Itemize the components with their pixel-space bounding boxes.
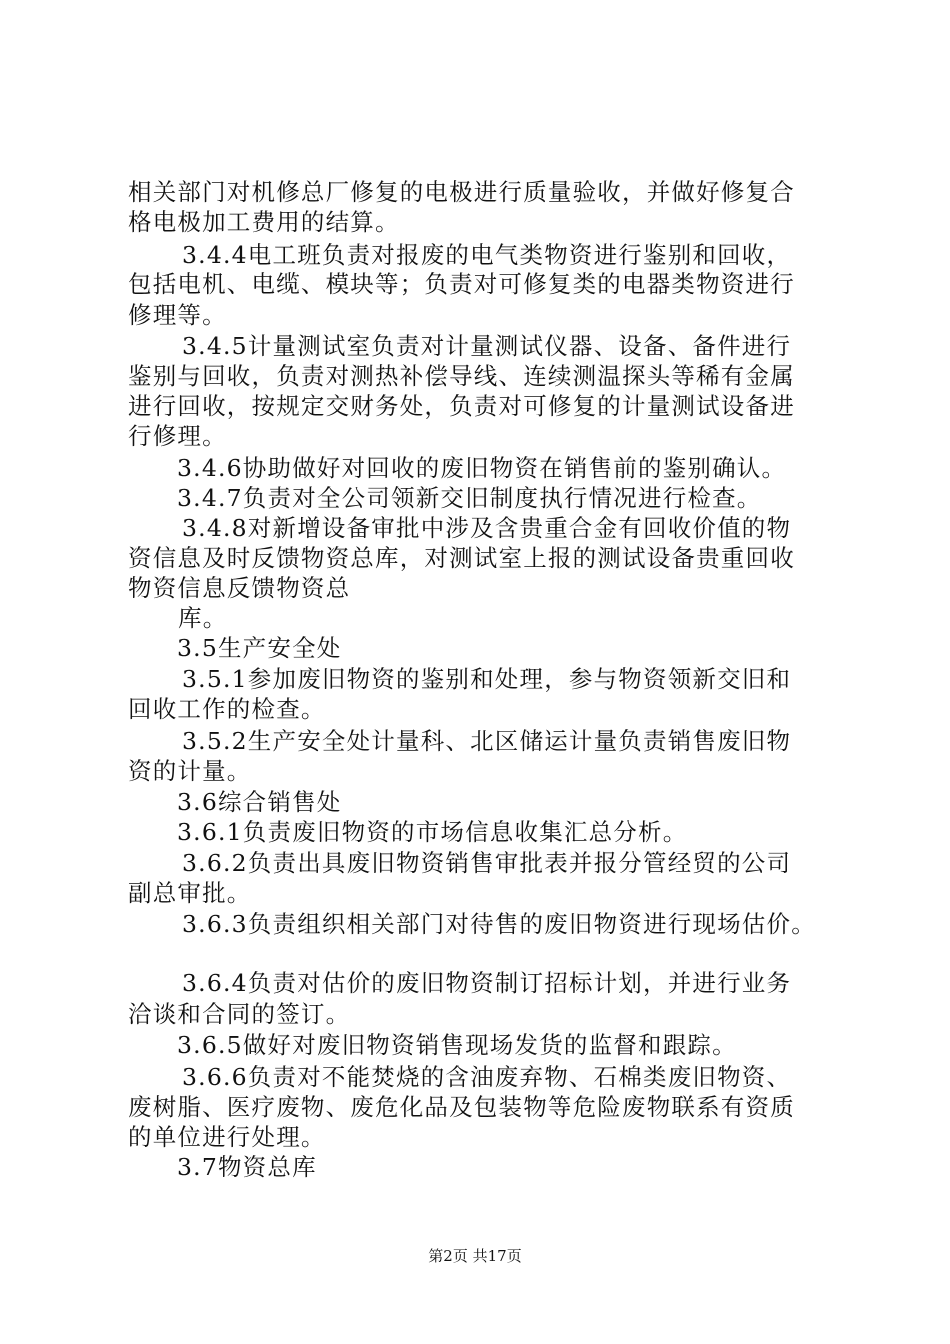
section-heading: 3.6综合销售处 [177, 788, 342, 816]
text-line: 资的计量。 [128, 757, 252, 785]
text-line: 洽谈和合同的签订。 [128, 1000, 351, 1028]
text-line: 进行回收，按规定交财务处，负责对可修复的计量测试设备进 [128, 392, 795, 420]
text-line: 废树脂、医疗废物、废危化品及包装物等危险废物联系有资质 [128, 1093, 795, 1121]
text-line: 3.4.7负责对全公司领新交旧制度执行情况进行检查。 [177, 484, 762, 512]
text-line: 副总审批。 [128, 879, 252, 907]
text-line: 3.4.8对新增设备审批中涉及含贵重合金有回收价值的物 [182, 514, 792, 542]
text-line: 3.6.2负责出具废旧物资销售审批表并报分管经贸的公司 [182, 849, 792, 877]
text-line: 库。 [178, 604, 228, 632]
text-line: 的单位进行处理。 [128, 1123, 326, 1151]
text-line: 3.6.6负责对不能焚烧的含油废弃物、石棉类废旧物资、 [182, 1063, 792, 1091]
text-line: 3.4.6协助做好对回收的废旧物资在销售前的鉴别确认。 [177, 454, 787, 482]
text-line: 格电极加工费用的结算。 [128, 208, 400, 236]
page-footer: 第2页 共17页 [428, 1247, 522, 1265]
text-line: 3.6.3负责组织相关部门对待售的废旧物资进行现场估价。 [182, 910, 816, 938]
text-line: 包括电机、电缆、模块等；负责对可修复类的电器类物资进行 [128, 270, 795, 298]
text-line: 回收工作的检查。 [128, 695, 326, 723]
text-line: 3.6.4负责对估价的废旧物资制订招标计划，并进行业务 [182, 969, 792, 997]
text-line: 鉴别与回收，负责对测热补偿导线、连续测温探头等稀有金属 [128, 362, 795, 390]
text-line: 3.4.5计量测试室负责对计量测试仪器、设备、备件进行 [182, 332, 792, 360]
text-line: 相关部门对机修总厂修复的电极进行质量验收，并做好修复合 [128, 178, 795, 206]
text-line: 3.5.2生产安全处计量科、北区储运计量负责销售废旧物 [182, 727, 792, 755]
text-line: 3.4.4电工班负责对报废的电气类物资进行鉴别和回收， [182, 241, 792, 269]
text-line: 修理等。 [128, 301, 227, 329]
section-heading: 3.7物资总库 [177, 1153, 317, 1181]
text-line: 行修理。 [128, 422, 227, 450]
text-line: 3.5.1参加废旧物资的鉴别和处理，参与物资领新交旧和 [182, 665, 792, 693]
text-line: 3.6.1负责废旧物资的市场信息收集汇总分析。 [177, 818, 688, 846]
section-heading: 3.5生产安全处 [177, 634, 342, 662]
text-line: 物资信息反馈物资总 [128, 574, 351, 602]
text-line: 3.6.5做好对废旧物资销售现场发货的监督和跟踪。 [177, 1031, 737, 1059]
text-line: 资信息及时反馈物资总库，对测试室上报的测试设备贵重回收 [128, 544, 795, 572]
